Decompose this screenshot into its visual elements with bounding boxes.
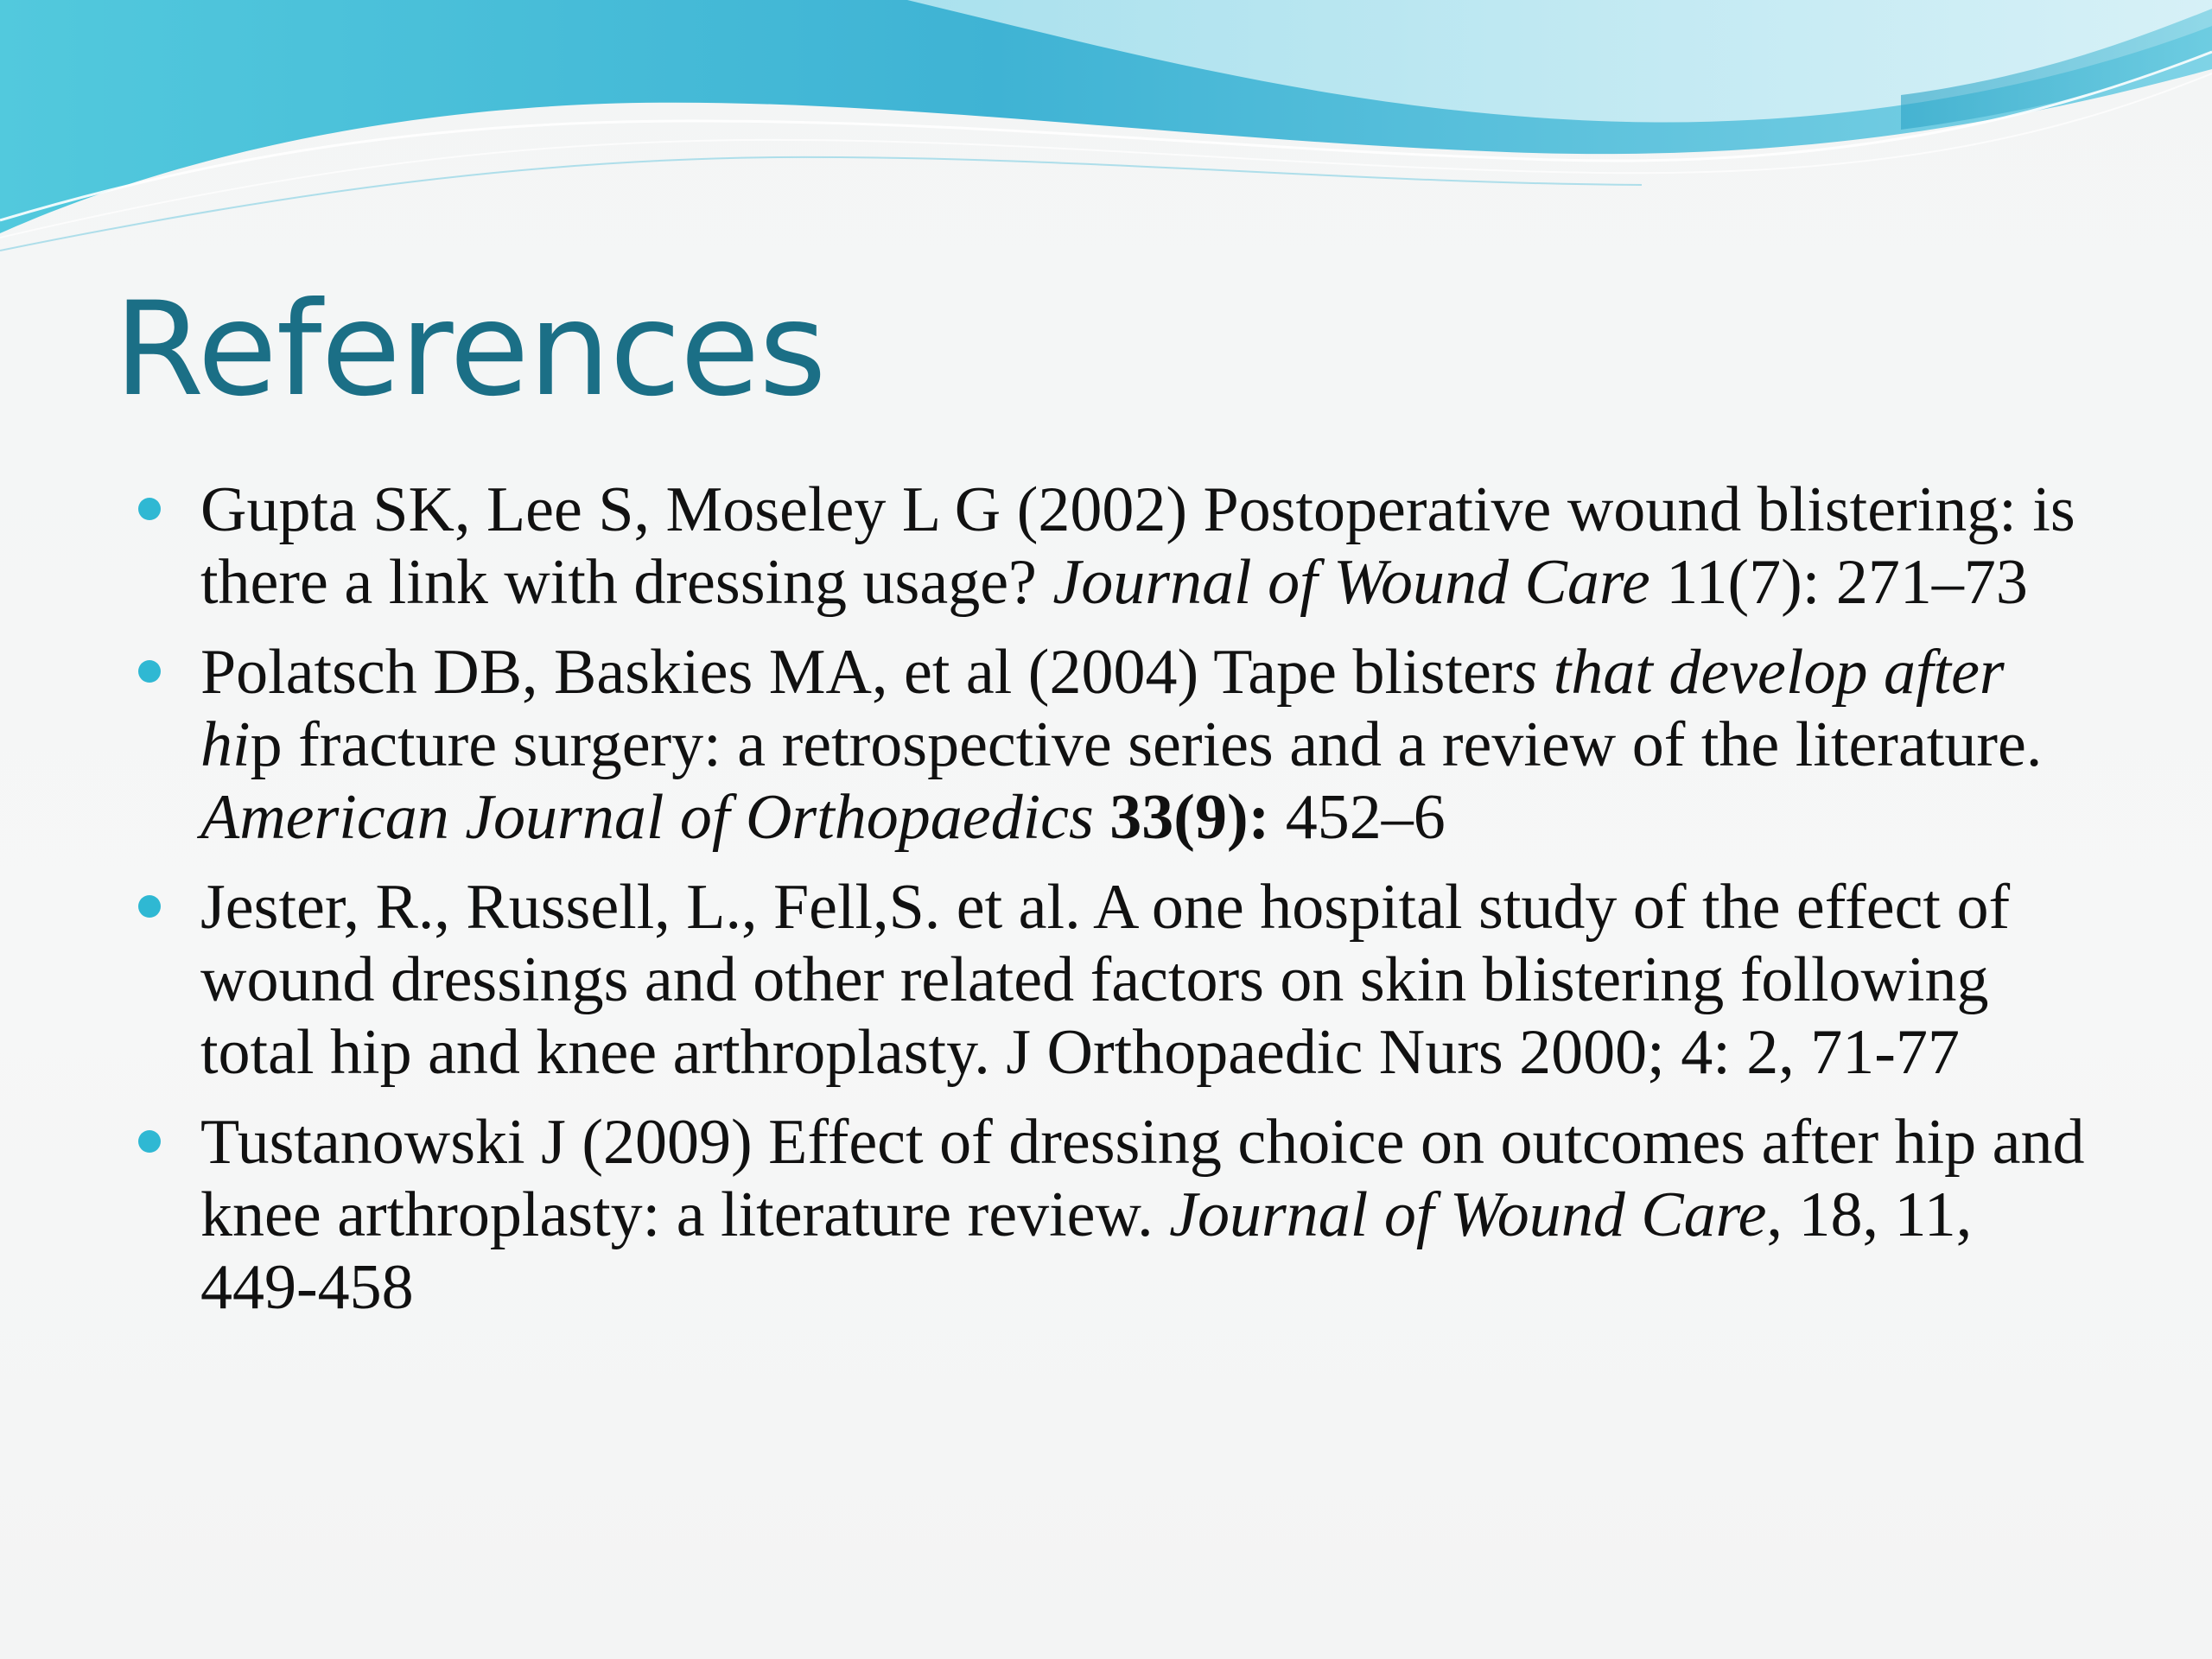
reference-segment: 452–6: [1269, 782, 1446, 853]
bullet-icon: [138, 1130, 161, 1153]
reference-segment: [1094, 782, 1110, 853]
reference-text: [200, 1107, 2085, 1323]
reference-text: [200, 474, 2075, 618]
bullet-icon: [138, 498, 161, 520]
header-wave-decoration: [0, 0, 2212, 259]
reference-segment-italic: Journal of Wound Care: [1169, 1179, 1767, 1250]
reference-segment-bold: 33(9):: [1109, 782, 1270, 853]
reference-segment: 11(7): 271–73: [1649, 547, 2028, 618]
reference-list: [138, 474, 2100, 1341]
reference-segment-italic: American Journal of Orthopaedics: [200, 782, 1094, 853]
reference-segment: Gupta SK, Lee S, Moseley L G (2002) Postoperative wound blistering: is there a link with dressing usage?: [200, 474, 2075, 618]
reference-segment: p fracture surgery: a retrospective series and a review of the literature.: [250, 709, 2043, 780]
reference-text: [200, 872, 2010, 1088]
reference-text: [200, 637, 2042, 853]
reference-segment-italic: s that develop after hi: [200, 637, 2005, 780]
reference-segment: , 18, 11, 449-458: [200, 1179, 1973, 1323]
reference-segment: Polatsch DB, Baskies MA, et al (2004) Tape blister: [200, 637, 1513, 708]
bullet-icon: [138, 895, 161, 918]
reference-segment: Tustanowski J (2009) Effect of dressing choice on outcomes after hip and knee arthroplasty: a literature review.: [200, 1107, 2085, 1250]
reference-item: [138, 871, 2100, 1089]
reference-item: [138, 1106, 2100, 1324]
slide-title: References: [114, 275, 826, 425]
bullet-icon: [138, 660, 161, 683]
reference-segment: Jester, R., Russell, L., Fell,S. et al. A one hospital study of the effect of wound dressings and other related factors on skin blistering following total hip and knee arthroplasty. J Orthopaedic Nurs 2000; 4: 2, 71-77: [200, 872, 2011, 1088]
reference-item: [138, 636, 2100, 854]
reference-segment-italic: Journal of Wound Care: [1052, 547, 1650, 618]
reference-item: [138, 474, 2100, 619]
